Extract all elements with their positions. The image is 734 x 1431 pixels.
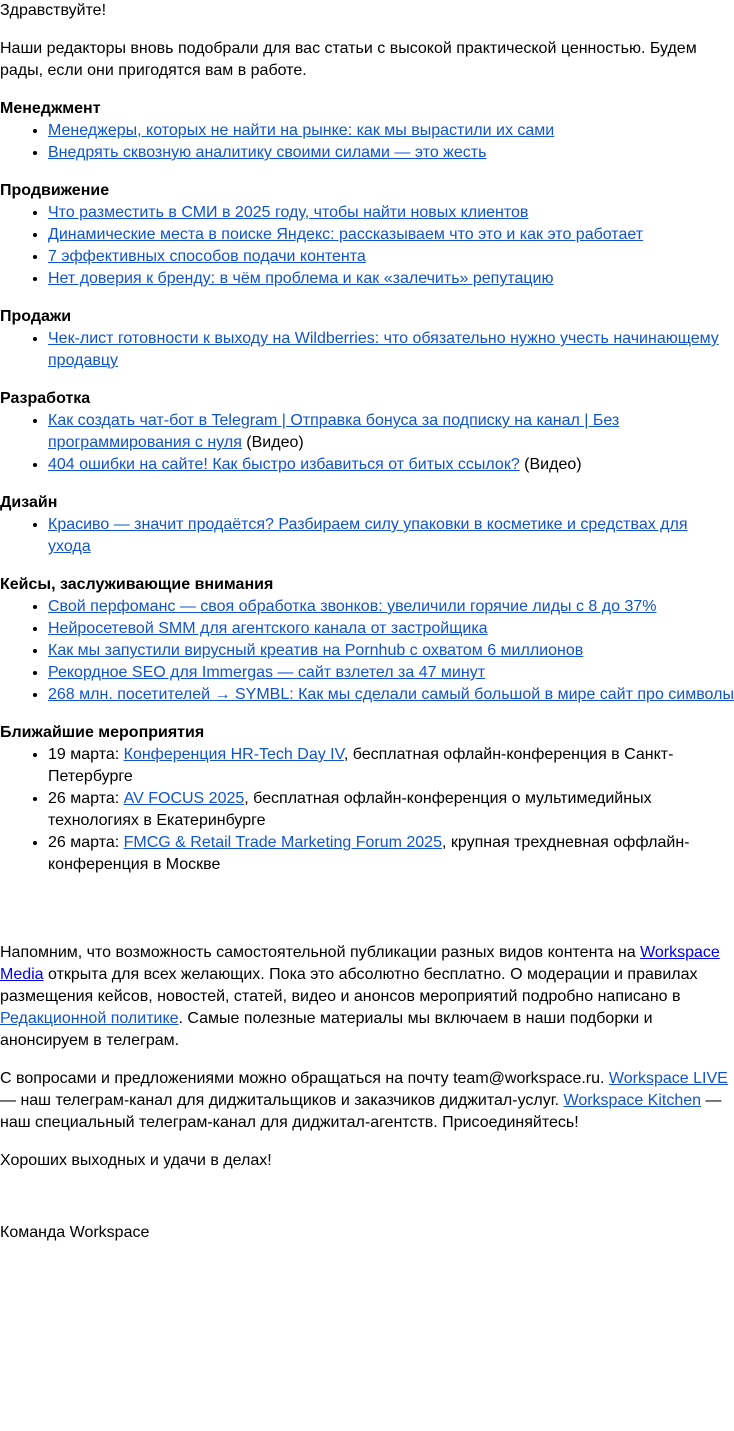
article-link[interactable]: Нет доверия к бренду: в чём проблема и как «залечить» репутацию: [48, 270, 554, 287]
article-link[interactable]: Менеджеры, которых не найти на рынке: как мы вырастили их сами: [48, 122, 555, 139]
event-link[interactable]: AV FOCUS 2025: [123, 790, 245, 807]
reminder-text-middle: открыта для всех желающих. Пока это абсолютно бесплатно. О модерации и правилах размещения кейсов, новостей, статей, видео и анонсов мероприятий подробно написано в: [0, 966, 698, 1005]
list-item: [48, 120, 734, 142]
section-heading: Дизайн: [0, 494, 58, 511]
workspace-media-link[interactable]: Workspace Media: [0, 944, 720, 983]
list-item: [48, 514, 734, 558]
list-item: [48, 684, 734, 706]
case-link[interactable]: Рекордное SEO для Immergas — сайт взлетел за 47 минут: [48, 664, 486, 681]
event-date: 26 марта:: [48, 834, 124, 851]
section-list: [0, 120, 734, 164]
case-link[interactable]: Как мы запустили вирусный креатив на Pornhub с охватом 6 миллионов: [48, 642, 584, 659]
event-item: [48, 788, 734, 832]
cases-list: [0, 596, 734, 706]
list-item: [48, 246, 734, 268]
case-link[interactable]: Свой перфоманс — своя обработка звонков: увеличили горячие лиды с 8 до 37%: [48, 598, 657, 615]
article-sections: [0, 98, 734, 558]
section-list: [0, 202, 734, 290]
reminder-text-after: . Самые полезные материалы мы включаем в наши подборки и анонсируем в телеграм.: [0, 1010, 653, 1049]
greeting: Здравствуйте!: [0, 2, 107, 19]
event-date: 19 марта:: [48, 746, 124, 763]
workspace-live-link[interactable]: Workspace LIVE: [608, 1070, 728, 1087]
event-description: , крупная трехдневная оффлайн-конференция в Москве: [48, 834, 690, 873]
signature: Команда Workspace: [0, 1224, 150, 1241]
event-description: , бесплатная офлайн-конференция о мультимедийных технологиях в Екатеринбурге: [48, 790, 652, 829]
content-type-label: (Видео): [241, 434, 304, 451]
workspace-kitchen-link[interactable]: Workspace Kitchen: [563, 1092, 702, 1109]
event-item: [48, 832, 734, 876]
list-item: [48, 618, 734, 640]
contact-text-before: С вопросами и предложениями можно обращаться на почту team@workspace.ru.: [0, 1070, 609, 1087]
list-item: [48, 224, 734, 246]
contact-text-after: — наш специальный телеграм-канал для диджитал-агентств. Присоединяйтесь!: [0, 1092, 722, 1131]
events-heading: Ближайшие мероприятия: [0, 724, 205, 741]
section-list: [0, 410, 734, 476]
contact-paragraph: [0, 1068, 734, 1134]
section-list: [0, 328, 734, 372]
event-item: [48, 744, 734, 788]
farewell-text: Хороших выходных и удачи в делах!: [0, 1152, 272, 1169]
article-link[interactable]: Что разместить в СМИ в 2025 году, чтобы найти новых клиентов: [48, 204, 529, 221]
section-list: [0, 514, 734, 558]
case-link[interactable]: Нейросетевой SMM для агентского канала от застройщика: [48, 620, 488, 637]
list-item: [48, 662, 734, 684]
contact-text-middle: — наш телеграм-канал для диджитальщиков и заказчиков диджитал-услуг.: [0, 1092, 564, 1109]
section-heading: Менеджмент: [0, 100, 101, 117]
cases-heading: Кейсы, заслуживающие внимания: [0, 576, 274, 593]
article-link[interactable]: Красиво — значит продаётся? Разбираем силу упаковки в косметике и средствах для ухода: [48, 516, 688, 555]
event-date: 26 марта:: [48, 790, 124, 807]
section-heading: Разработка: [0, 390, 91, 407]
article-link[interactable]: 7 эффективных способов подачи контента: [48, 248, 366, 265]
event-link[interactable]: Конференция HR-Tech Day IV: [123, 746, 344, 763]
case-link[interactable]: 268 млн. посетителей → SYMBL: Как мы сделали самый большой в мире сайт про символы: [48, 686, 734, 703]
intro-text: Наши редакторы вновь подобрали для вас статьи с высокой практической ценностью. Будем рады, если они пригодятся вам в работе.: [0, 40, 697, 79]
event-description: , бесплатная офлайн-конференция в Санкт-Петербурге: [48, 746, 674, 785]
list-item: [48, 454, 734, 476]
reminder-text-before: Напомним, что возможность самостоятельной публикации разных видов контента на: [0, 944, 641, 961]
list-item: [48, 596, 734, 618]
events-list: [0, 744, 734, 876]
section-heading: Продвижение: [0, 182, 110, 199]
event-link[interactable]: FMCG & Retail Trade Marketing Forum 2025: [123, 834, 442, 851]
list-item: [48, 410, 734, 454]
list-item: [48, 640, 734, 662]
list-item: [48, 268, 734, 290]
article-link[interactable]: 404 ошибки на сайте! Как быстро избавиться от битых ссылок?: [48, 456, 520, 473]
section-heading: Продажи: [0, 308, 72, 325]
editorial-policy-link[interactable]: Редакционной политике: [0, 1010, 179, 1027]
list-item: [48, 202, 734, 224]
content-type-label: (Видео): [519, 456, 582, 473]
article-link[interactable]: Как создать чат-бот в Telegram | Отправка бонуса за подписку на канал | Без программирования с нуля: [48, 412, 620, 451]
article-link[interactable]: Динамические места в поиске Яндекс: рассказываем что это и как это работает: [48, 226, 644, 243]
article-link[interactable]: Внедрять сквозную аналитику своими силами — это жесть: [48, 144, 487, 161]
article-link[interactable]: Чек-лист готовности к выходу на Wildberries: что обязательно нужно учесть начинающему продавцу: [48, 330, 719, 369]
list-item: [48, 142, 734, 164]
list-item: [48, 328, 734, 372]
reminder-paragraph: [0, 942, 734, 1052]
